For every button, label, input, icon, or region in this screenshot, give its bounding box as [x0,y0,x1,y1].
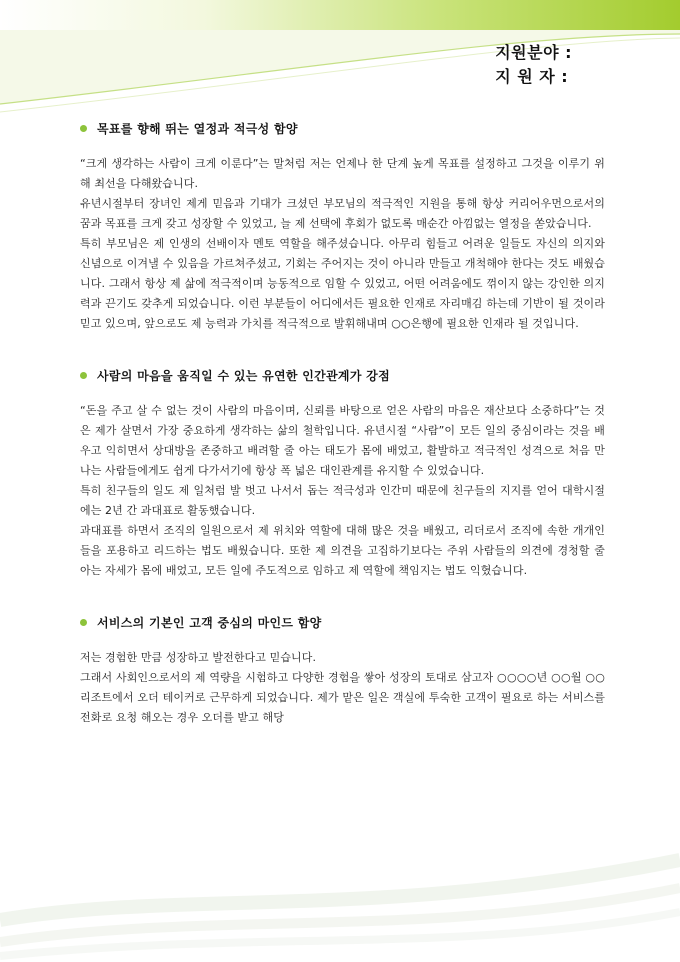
section-title-text: 목표를 향해 뛰는 열정과 적극성 함양 [97,121,298,136]
paragraph: 과대표를 하면서 조직의 일원으로서 제 위치와 역할에 대해 많은 것을 배웠고, 리더로서 조직에 속한 개개인들을 포용하고 리드하는 법도 배웠습니다. 또한 제 의견을 고집하기보다는 주위 사람들의 의견에 경청할 줄 아는 자세가 몸에 배었고, 모든 일에 주도적으로 임하고 제 역할에 책임지는 법도 익혔습니다. [80,524,605,577]
section-title-text: 서비스의 기본인 고객 중심의 마인드 함양 [97,615,322,630]
bullet-icon [80,372,87,379]
bullet-icon [80,619,87,626]
header-curve-decoration [0,0,680,120]
field-label: 지원분야 : [495,43,572,62]
section [80,612,605,728]
applicant-name-label: 지 원 자 : [495,67,569,86]
section [80,118,605,334]
paragraph: 유년시절부터 장녀인 제게 믿음과 기대가 크셨던 부모님의 적극적인 지원을 통해 항상 커리어우먼으로서의 꿈과 목표를 크게 갖고 성장할 수 있었고, 늘 제 선택에 후회가 없도록 매순간 아낌없는 열정을 쏟았습니다. [80,197,605,230]
section [80,365,605,581]
footer-swirl-decoration [0,770,680,962]
paragraph: “돈을 주고 살 수 없는 것이 사람의 마음이며, 신뢰를 바탕으로 얻은 사람의 마음은 재산보다 소중하다”는 것은 제가 살면서 가장 중요하게 생각하는 삶의 철학입니다. 유년시절 “사람”이 모든 일의 중심이라는 것을 배우고 익히면서 상대방을 존중하고 배려할 줄 아는 태도가 몸에 배었고, 활발하고 적극적인 성격으로 처음 만나는 사람들에게도 쉽게 다가서기에 항상 폭 넓은 대인관계를 유지할 수 있었습니다. [80,404,605,477]
section-text [80,648,605,728]
applicant-info [495,41,572,89]
section-title [80,365,605,385]
bullet-icon [80,125,87,132]
section-text [80,401,605,581]
section-title-text: 사람의 마음을 움직일 수 있는 유연한 인간관계가 강점 [97,368,390,383]
paragraph: 그래서 사회인으로서의 제 역량을 시험하고 다양한 경험을 쌓아 성장의 토대로 삼고자 ○○○○년 ○○월 ○○리조트에서 오더 테이커로 근무하게 되었습니다. 제가 맡은 일은 객실에 투숙한 고객이 필요로 하는 서비스를 전화로 요청 해오는 경우 오더를 받고 해당 [80,671,605,724]
paragraph: 특히 친구들의 일도 제 일처럼 발 벗고 나서서 돕는 적극성과 인간미 때문에 친구들의 지지를 얻어 대학시절에는 2년 간 과대표로 활동했습니다. [80,484,605,517]
document-body [80,118,605,728]
paragraph: “크게 생각하는 사람이 크게 이룬다”는 말처럼 저는 언제나 한 단계 높게 목표를 설정하고 그것을 이루기 위해 최선을 다해왔습니다. [80,157,605,190]
section-title [80,118,605,138]
paragraph: 특히 부모님은 제 인생의 선배이자 멘토 역할을 해주셨습니다. 아무리 힘들고 어려운 일들도 자신의 의지와 신념으로 이겨낼 수 있음을 가르쳐주셨고, 기회는 주어지는 것이 아니라 만들고 개척해야 한다는 것도 배웠습니다. 그래서 항상 제 삶에 적극적이며 능동적으로 임할 수 있었고, 어떤 어려움에도 꺾이지 않는 강인한 의지력과 끈기도 갖추게 되었습니다. 이런 부분들이 어디에서든 필요한 인재로 자리매김 하는데 기반이 될 것이라 믿고 있으며, 앞으로도 제 능력과 가치를 적극적으로 발휘해내며 ○○은행에 필요한 인재라 될 것입니다. [80,237,605,330]
section-text [80,154,605,334]
section-title [80,612,605,632]
paragraph: 저는 경험한 만큼 성장하고 발전한다고 믿습니다. [80,651,317,664]
